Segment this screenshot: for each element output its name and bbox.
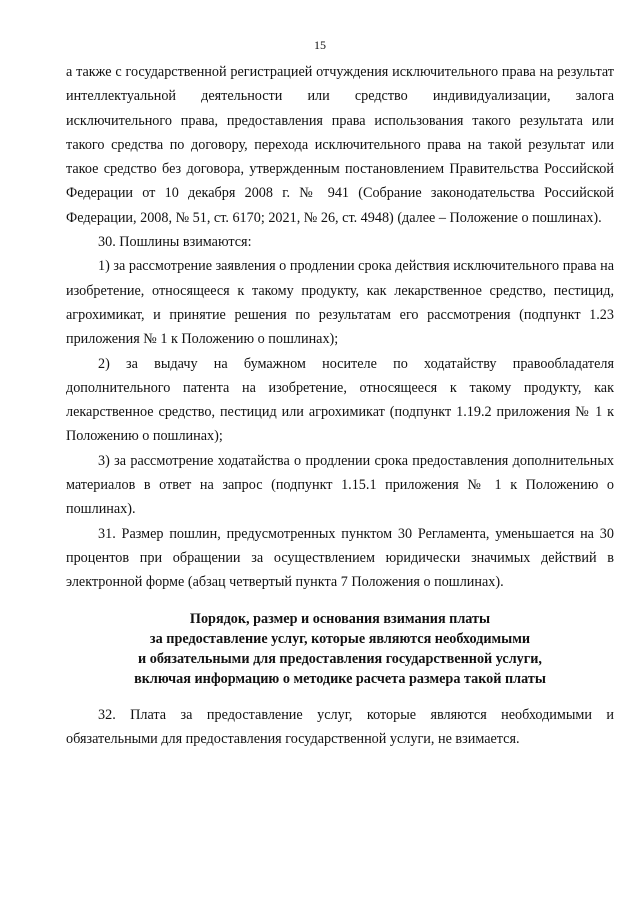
section-heading-line: Порядок, размер и основания взимания платы xyxy=(189,610,491,627)
paragraph-continuation: а также с государственной регистрацией отчуждения исключительного права на результат интеллектуальной деятельности или средство индивидуализации, залога исключительного права, предоставления права использования такого результата или такого средства по договору, перехода исключительного права на такой результат или такое средство без договора, утвержденным постановлением Правительства Российской Федерации от 10 декабря 2008 г. № 941 (Собрание законодательства Российской Федерации, 2008, № 51, ст. 6170; 2021, № 26, ст. 4948) (далее – Положение о пошлинах). xyxy=(66,64,614,226)
document-body xyxy=(66,60,614,751)
section-heading-line: включая информацию о методике расчета размера такой платы xyxy=(134,670,546,687)
paragraph-30-item-3: 3) за рассмотрение ходатайства о продлении срока предоставления дополнительных материалов в ответ на запрос (подпункт 1.15.1 приложения № 1 к Положению о пошлинах). xyxy=(66,452,614,518)
paragraph-30: 30. Пошлины взимаются: xyxy=(98,234,252,251)
page-number: 15 xyxy=(314,38,326,52)
paragraph-31: 31. Размер пошлин, предусмотренных пунктом 30 Регламента, уменьшается на 30 процентов при обращении за осуществлением юридически значимых действий в электронной форме (абзац четвертый пункта 7 Положения о пошлинах). xyxy=(66,525,614,591)
section-heading-line: за предоставление услуг, которые являются необходимыми xyxy=(149,630,531,647)
paragraph-30-item-1: 1) за рассмотрение заявления о продлении срока действия исключительного права на изобретение, относящееся к такому продукту, как лекарственное средство, пестицид, агрохимикат, и принятие решения по результатам его рассмотрения (подпункт 1.23 приложения № 1 к Положению о пошлинах); xyxy=(66,258,614,348)
section-heading xyxy=(66,609,614,689)
paragraph-32: 32. Плата за предоставление услуг, которые являются необходимыми и обязательными для предоставления государственной услуги, не взимается. xyxy=(66,706,614,747)
paragraph-30-item-2: 2) за выдачу на бумажном носителе по ходатайству правообладателя дополнительного патента на изобретение, относящееся к такому продукту, как лекарственное средство, пестицид или агрохимикат (подпункт 1.19.2 приложения № 1 к Положению о пошлинах); xyxy=(66,355,614,445)
section-heading-line: и обязательными для предоставления государственной услуги, xyxy=(138,650,542,667)
